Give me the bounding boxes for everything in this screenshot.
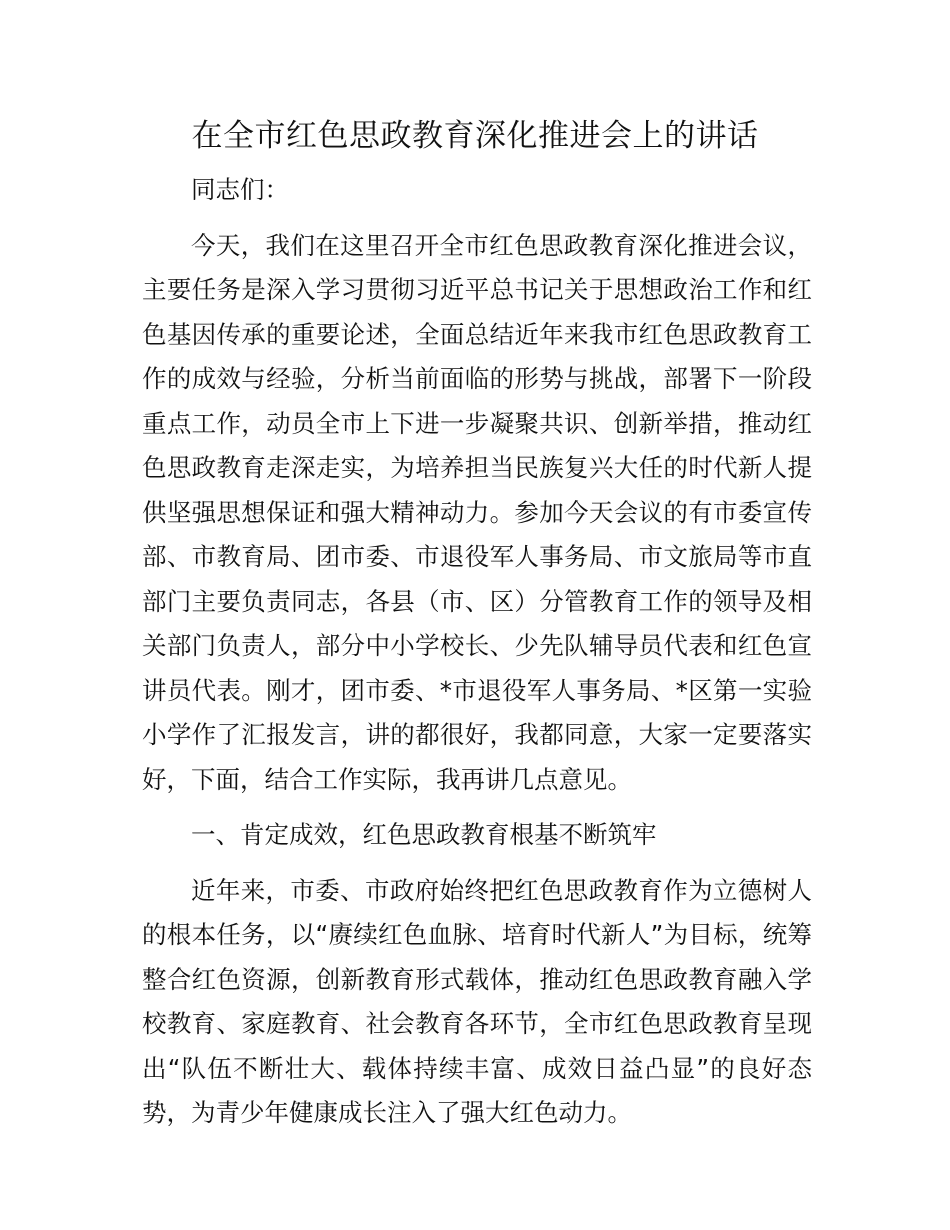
section-heading-1: 一、肯定成效，红色思政教育根基不断筑牢 [191, 820, 657, 849]
greeting: 同志们： [191, 175, 289, 204]
document-body [142, 168, 812, 1136]
document-title: 在全市红色思政教育深化推进会上的讲话 [191, 118, 759, 154]
paragraph-opening: 今天，我们在这里召开全市红色思政教育深化推进会议，主要任务是深入学习贯彻习近平总书记关于思想政治工作和红色基因传承的重要论述，全面总结近年来我市红色思政教育工作的成效与经验，分析当前面临的形势与挑战，部署下一阶段重点工作，动员全市上下进一步凝聚共识、创新举措，推动红色思政教育走深走实，为培养担当民族复兴大任的时代新人提供坚强思想保证和强大精神动力。参加今天会议的有市委宣传部、市教育局、团市委、市退役军人事务局、市文旅局等市直部门主要负责同志，各县（市、区）分管教育工作的领导及相关部门负责人，部分中小学校长、少先队辅导员代表和红色宣讲员代表。刚才，团市委、*市退役军人事务局、*区第一实验小学作了汇报发言，讲的都很好，我都同意，大家一定要落实好，下面，结合工作实际，我再讲几点意见。 [142, 230, 812, 794]
paragraph-achievements: 近年来，市委、市政府始终把红色思政教育作为立德树人的根本任务，以“赓续红色血脉、培育时代新人”为目标，统筹整合红色资源，创新教育形式载体，推动红色思政教育融入学校教育、家庭教育、社会教育各环节，全市红色思政教育呈现出“队伍不断壮大、载体持续丰富、成效日益凸显”的良好态势，为青少年健康成长注入了强大红色动力。 [142, 875, 812, 1127]
